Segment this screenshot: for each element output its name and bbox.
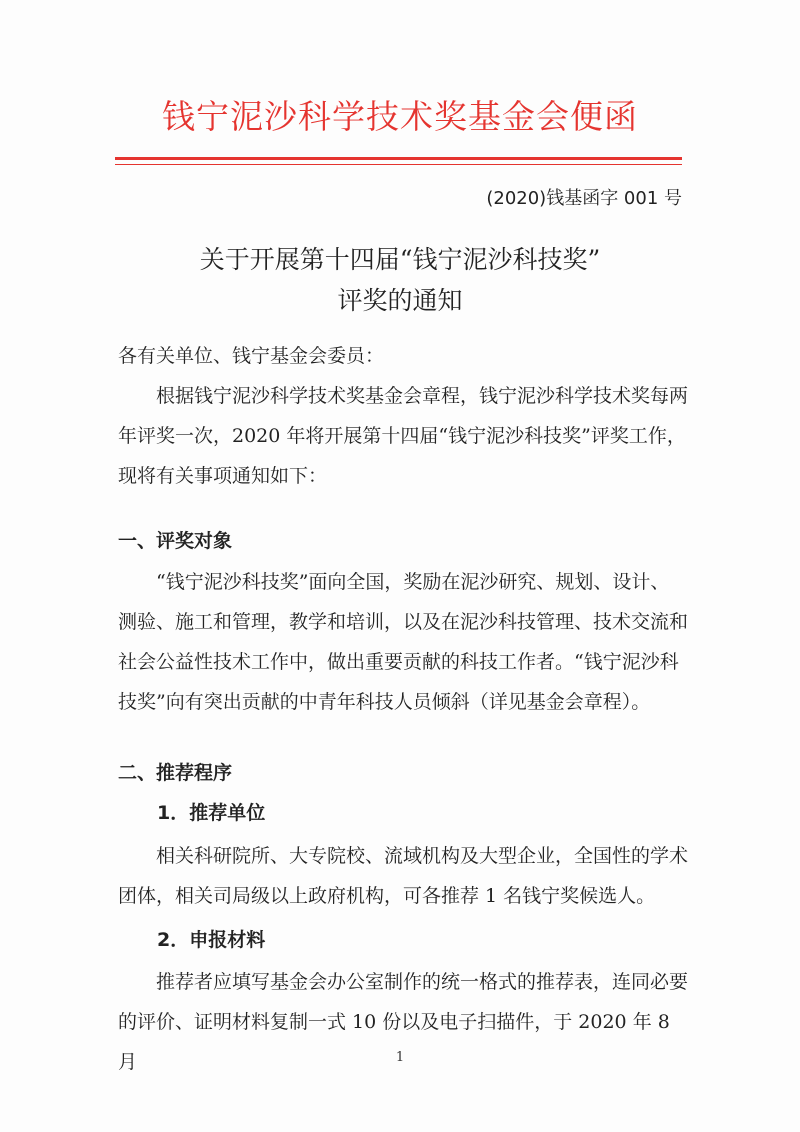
notice-title-line1: 关于开展第十四届“钱宁泥沙科技奖” (199, 245, 601, 274)
intro-paragraph: 根据钱宁泥沙科学技术奖基金会章程，钱宁泥沙科学技术奖每两年评奖一次，2020 年将开展第十四届“钱宁泥沙科技奖”评奖工作，现将有关事项通知如下： (118, 385, 689, 487)
section1-heading: 一、评奖对象 (118, 530, 233, 552)
letterhead-rule-thin (115, 164, 682, 165)
document-number: (2020)钱基函字 001 号 (486, 188, 682, 209)
section2-heading: 二、推荐程序 (118, 762, 233, 784)
salutation: 各有关单位、钱宁基金会委员： (118, 345, 385, 367)
letterhead-rule-thick (115, 157, 682, 160)
subsection2-body: 推荐者应填写基金会办公室制作的统一格式的推荐表，连同必要的评价、证明材料复制一式 10 份以及电子扫描件，于 2020 年 8 月 (118, 971, 689, 1073)
letterhead-title: 钱宁泥沙科学技术奖基金会便函 (162, 97, 638, 136)
page-number: 1 (395, 1050, 405, 1065)
subsection1-body: 相关科研院所、大专院校、流域机构及大型企业，全国性的学术团体，相关司局级以上政府机构，可各推荐 1 名钱宁奖候选人。 (118, 845, 689, 907)
notice-title-line2: 评奖的通知 (337, 286, 463, 315)
section1-body: “钱宁泥沙科技奖”面向全国，奖励在泥沙研究、规划、设计、测验、施工和管理，教学和培训，以及在泥沙科技管理、技术交流和社会公益性技术工作中，做出重要贡献的科技工作者。“钱宁泥沙科技奖”向有突出贡献的中青年科技人员倾斜（详见基金会章程）。 (118, 571, 689, 713)
subsection2-heading: 2．申报材料 (157, 929, 266, 951)
subsection1-heading: 1．推荐单位 (157, 802, 266, 824)
